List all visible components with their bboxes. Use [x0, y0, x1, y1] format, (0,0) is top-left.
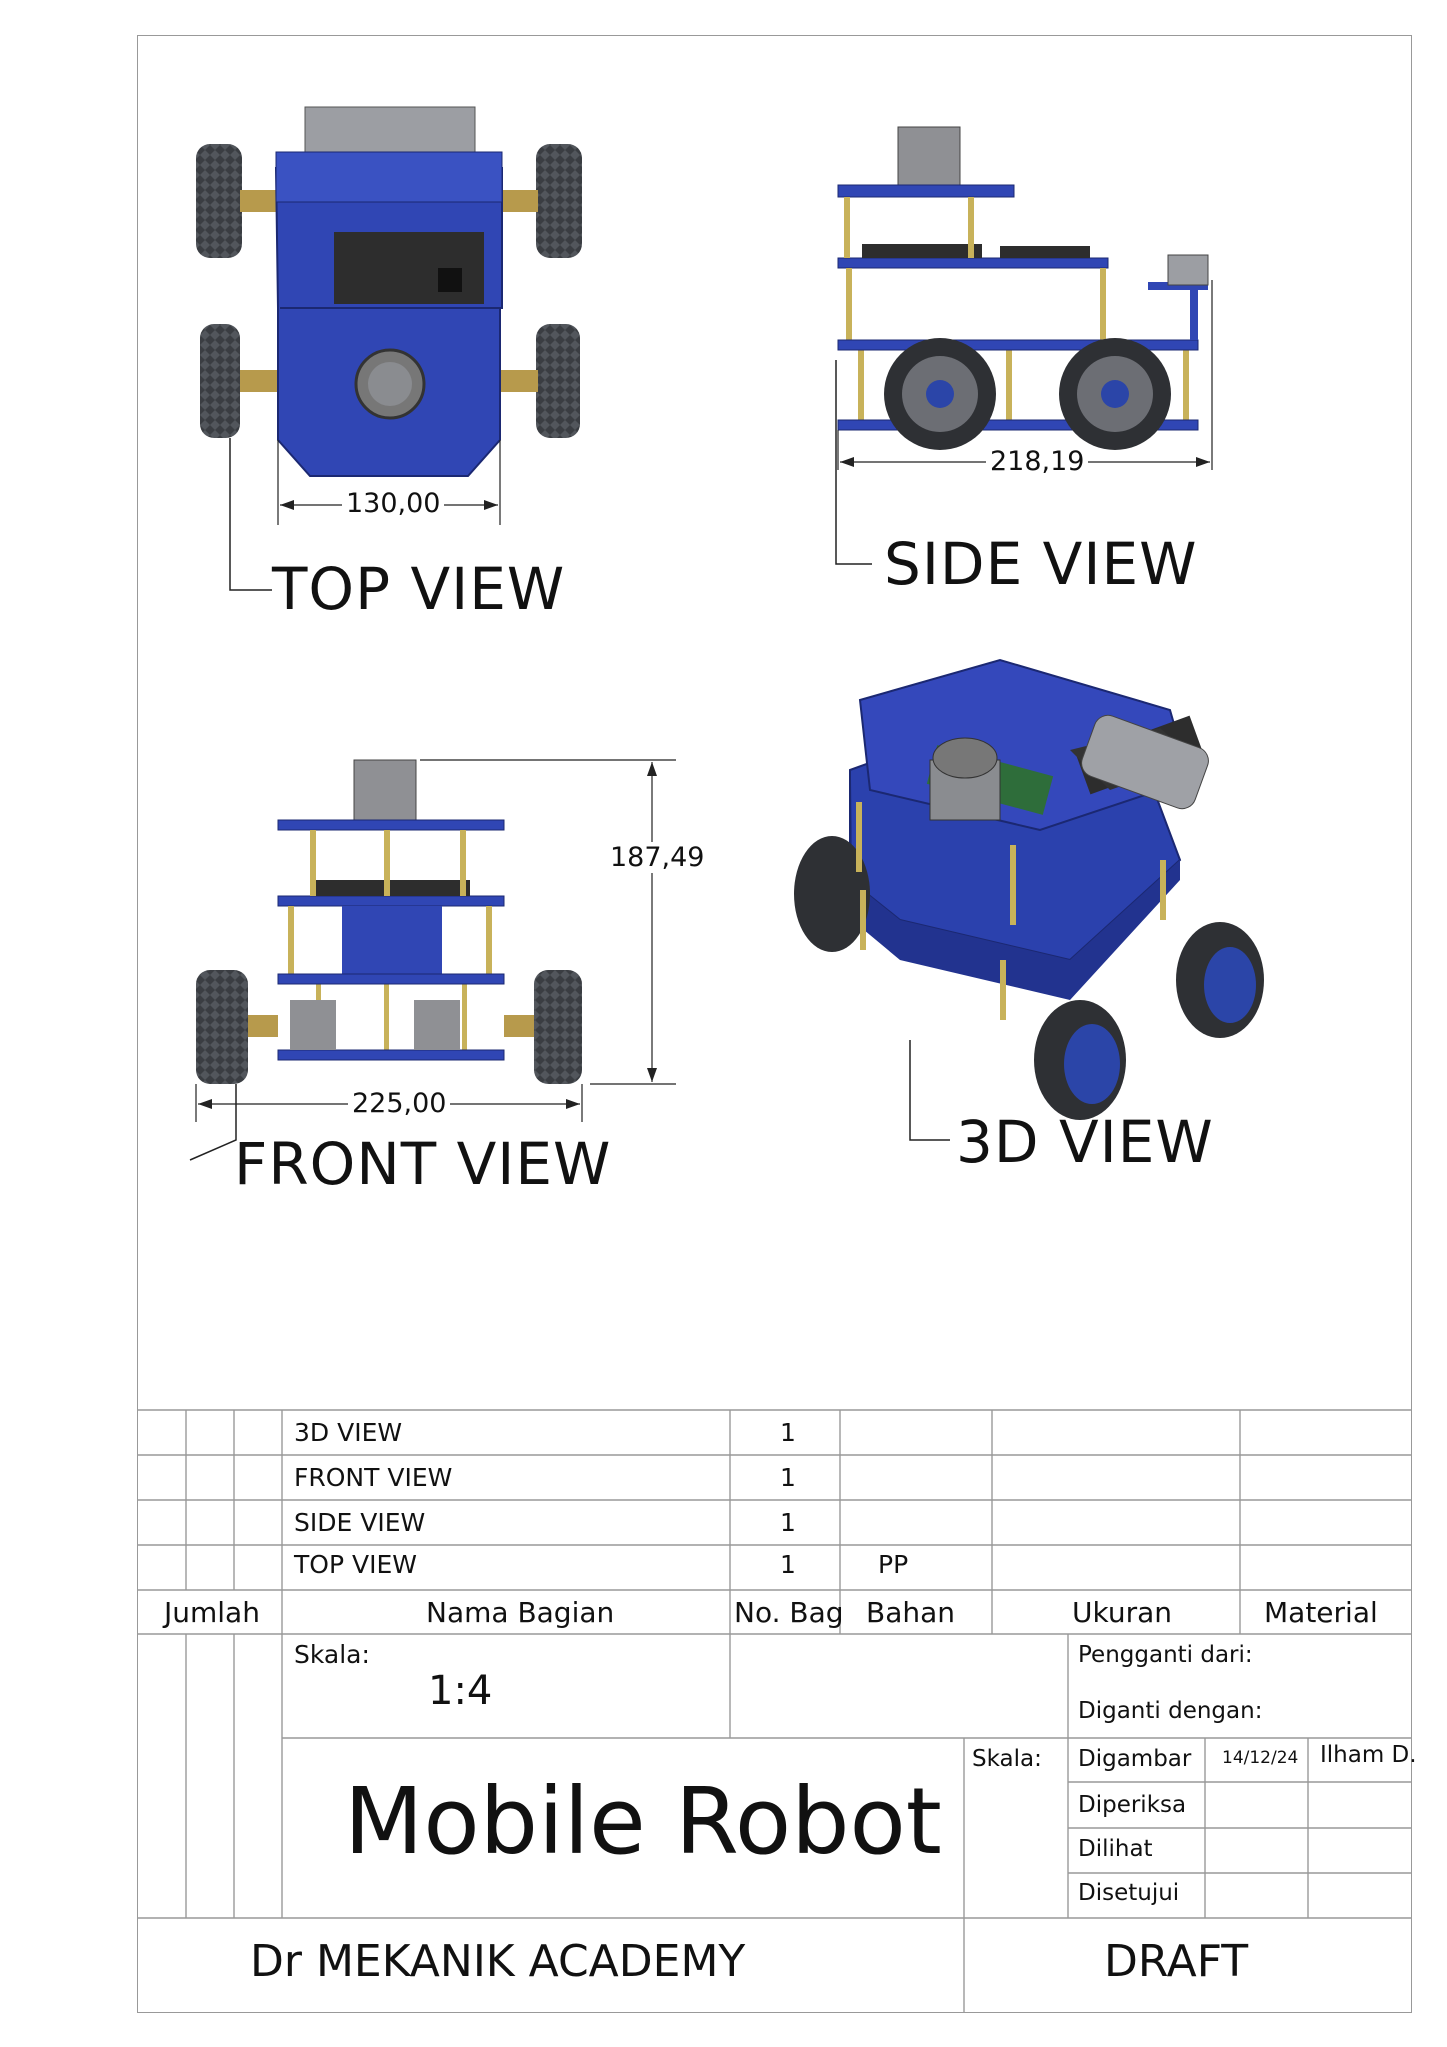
top-view-label: TOP VIEW — [272, 555, 566, 623]
skala-value: 1:4 — [428, 1668, 493, 1714]
top-width-dimension: 130,00 — [342, 488, 444, 519]
diganti-label: Diganti dengan: — [1078, 1698, 1263, 1724]
top-wheel-rr — [536, 324, 580, 438]
header-nama-bagian: Nama Bagian — [426, 1596, 615, 1629]
top-chassis — [276, 168, 502, 476]
digambar-label: Digambar — [1078, 1746, 1192, 1772]
front-wheel-right — [534, 970, 582, 1084]
side-view-drawing — [836, 127, 1212, 564]
parts-row-no: 1 — [780, 1463, 796, 1492]
top-wheel-rl — [200, 324, 240, 438]
company-name: Dr MEKANIK ACADEMY — [250, 1936, 746, 1987]
diperiksa-label: Diperiksa — [1078, 1792, 1187, 1818]
front-width-dimension: 225,00 — [348, 1088, 450, 1119]
drawing-status: DRAFT — [1104, 1936, 1249, 1987]
iso-view-drawing — [794, 660, 1264, 1140]
front-wheel-left — [196, 970, 248, 1084]
header-no-bag: No. Bag — [734, 1596, 844, 1629]
side-view-label: SIDE VIEW — [884, 530, 1198, 598]
drawing-title: Mobile Robot — [344, 1768, 942, 1875]
front-view-label: FRONT VIEW — [234, 1130, 612, 1198]
parts-row-name: SIDE VIEW — [294, 1508, 426, 1537]
header-bahan: Bahan — [866, 1596, 956, 1629]
parts-row-bahan: PP — [878, 1550, 909, 1579]
parts-row-name: 3D VIEW — [294, 1418, 403, 1447]
disetujui-label: Disetujui — [1078, 1880, 1180, 1906]
digambar-name: Ilham D. — [1320, 1742, 1417, 1768]
digambar-date: 14/12/24 — [1222, 1748, 1299, 1768]
dilihat-label: Dilihat — [1078, 1836, 1153, 1862]
pengganti-label: Pengganti dari: — [1078, 1642, 1253, 1668]
header-jumlah: Jumlah — [164, 1596, 260, 1629]
skala2-label: Skala: — [972, 1746, 1042, 1772]
parts-row-name: TOP VIEW — [294, 1550, 417, 1579]
parts-row-no: 1 — [780, 1508, 796, 1537]
iso-view-label: 3D VIEW — [956, 1108, 1214, 1176]
side-length-dimension: 218,19 — [986, 446, 1088, 477]
parts-row-no: 1 — [780, 1550, 796, 1579]
front-height-dimension: 187,49 — [606, 842, 708, 873]
header-material: Material — [1264, 1596, 1378, 1629]
parts-row-no: 1 — [780, 1418, 796, 1447]
skala-label: Skala: — [294, 1640, 370, 1669]
top-wheel-fl — [196, 144, 242, 258]
header-ukuran: Ukuran — [1072, 1596, 1173, 1629]
top-wheel-fr — [536, 144, 582, 258]
parts-row-name: FRONT VIEW — [294, 1463, 453, 1492]
